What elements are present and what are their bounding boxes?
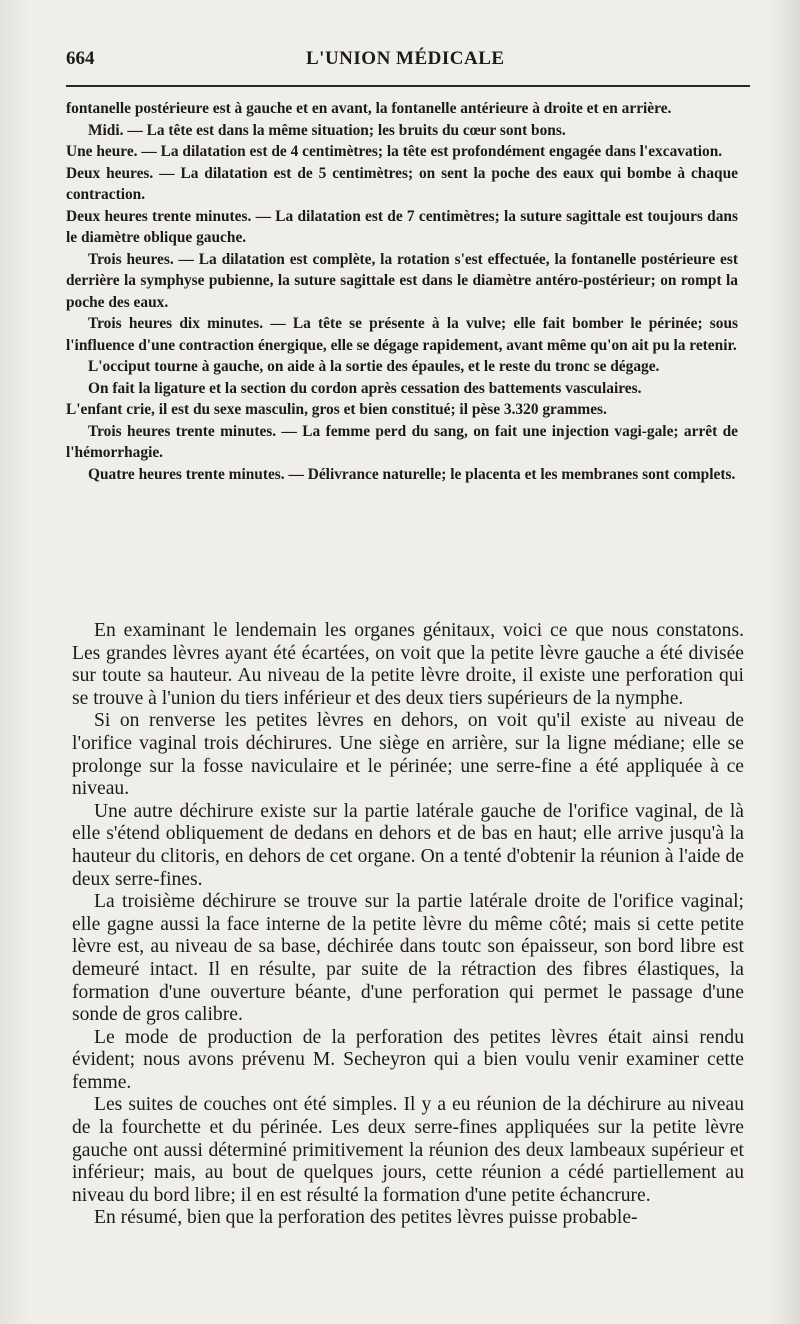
paragraph: On fait la ligature et la section du cordon après cessation des battements vasculaires. bbox=[88, 379, 642, 397]
paragraph: Trois heures trente minutes. — La femme perd du sang, on fait une injection vagi-gale; arrêt de l'hémorrhagie. bbox=[66, 422, 738, 461]
paragraph: Trois heures. — La dilatation est complète, la rotation s'est effectuée, la fontanelle postérieure est derrière la symphyse pubienne, la suture sagittale est dans le diamètre antéro-postérieur; on rompt la poche des eaux. bbox=[66, 250, 738, 311]
paragraph: En résumé, bien que la perforation des petites lèvres puisse probable- bbox=[94, 1207, 638, 1229]
header-rule bbox=[66, 85, 750, 87]
paragraph: Une autre déchirure existe sur la partie latérale gauche de l'orifice vaginal, de là elle s'étend obliquement de dedans en dehors et de bas en haut; elle arrive jusqu'à la hauteur du clitoris, en dehors de cet organe. On a tenté d'obtenir la réunion à l'aide de deux serre-fines. bbox=[72, 800, 744, 890]
paragraph: En examinant le lendemain les organes génitaux, voici ce que nous constatons. Les grandes lèvres ayant été écartées, on voit que la petite lèvre gauche a été divisée sur toute sa hauteur. Au niveau de la petite lèvre droite, il existe une perforation qui se trouve à l'union du tiers inférieur et des deux tiers supérieurs de la nymphe. bbox=[72, 620, 744, 709]
paragraph: Les suites de couches ont été simples. Il y a eu réunion de la déchirure au niveau de la fourchette et du périnée. Les deux serre-fines appliquées sur la petite lèvre gauche ont aussi déterminé primitivement la réunion des deux lambeaux supérieur et inférieur; mais, au bout de quelques jours, cette réunion a cédé partiellement au niveau du bord libre; il en est résulté la formation d'une petite échancrure. bbox=[72, 1094, 744, 1206]
paragraph: Deux heures. — La dilatation est de 5 centimètres; on sent la poche des eaux qui bombe à chaque contraction. bbox=[66, 164, 738, 203]
paragraph: Midi. — La tête est dans la même situation; les bruits du cœur sont bons. bbox=[88, 121, 566, 139]
paragraph: L'occiput tourne à gauche, on aide à la sortie des épaules, et le reste du tronc se dégage. bbox=[88, 358, 660, 375]
paragraph: Deux heures trente minutes. — La dilatation est de 7 centimètres; la suture sagittale est toujours dans le diamètre oblique gauche. bbox=[66, 207, 738, 246]
main-text bbox=[72, 620, 744, 1230]
clinical-notes bbox=[66, 98, 738, 485]
page-number: 664 bbox=[66, 48, 95, 69]
paragraph: Si on renverse les petites lèvres en dehors, on voit qu'il existe au niveau de l'orifice vaginal trois déchirures. Une siège en arrière, sur la ligne médiane; elle se prolonge sur la fosse naviculaire et le périnée; une serre-fine a été appliquée à ce niveau. bbox=[72, 710, 744, 800]
running-header bbox=[66, 48, 736, 74]
journal-title: L'UNION MÉDICALE bbox=[306, 48, 505, 69]
paragraph: La troisième déchirure se trouve sur la partie latérale droite de l'orifice vaginal; elle gagne aussi la face interne de la petite lèvre du même côté; mais si cette petite lèvre est, au niveau de sa base, déchirée dans toutc son épaisseur, son bord libre est demeuré intact. Il en résulte, par suite de la rétraction des fibres élastiques, la formation d'une ouverture béante, d'une perforation qui permet le passage d'une sonde de gros calibre. bbox=[72, 891, 744, 1026]
paragraph: L'enfant crie, il est du sexe masculin, gros et bien constitué; il pèse 3.320 grammes. bbox=[66, 401, 607, 418]
paragraph: Le mode de production de la perforation des petites lèvres était ainsi rendu évident; nous avons prévenu M. Secheyron qui a bien voulu venir examiner cette femme. bbox=[72, 1026, 744, 1093]
paragraph: Quatre heures trente minutes. — Délivrance naturelle; le placenta et les membranes sont complets. bbox=[88, 465, 736, 483]
paragraph: fontanelle postérieure est à gauche et en avant, la fontanelle antérieure à droite et en arrière. bbox=[66, 100, 672, 117]
paragraph: Trois heures dix minutes. — La tête se présente à la vulve; elle fait bomber le périnée; sous l'influence d'une contraction énergique, elle se dégage rapidement, avant même qu'on ait pu la retenir. bbox=[66, 315, 738, 354]
paragraph: Une heure. — La dilatation est de 4 centimètres; la tête est profondément engagée dans l'excavation. bbox=[66, 143, 723, 160]
